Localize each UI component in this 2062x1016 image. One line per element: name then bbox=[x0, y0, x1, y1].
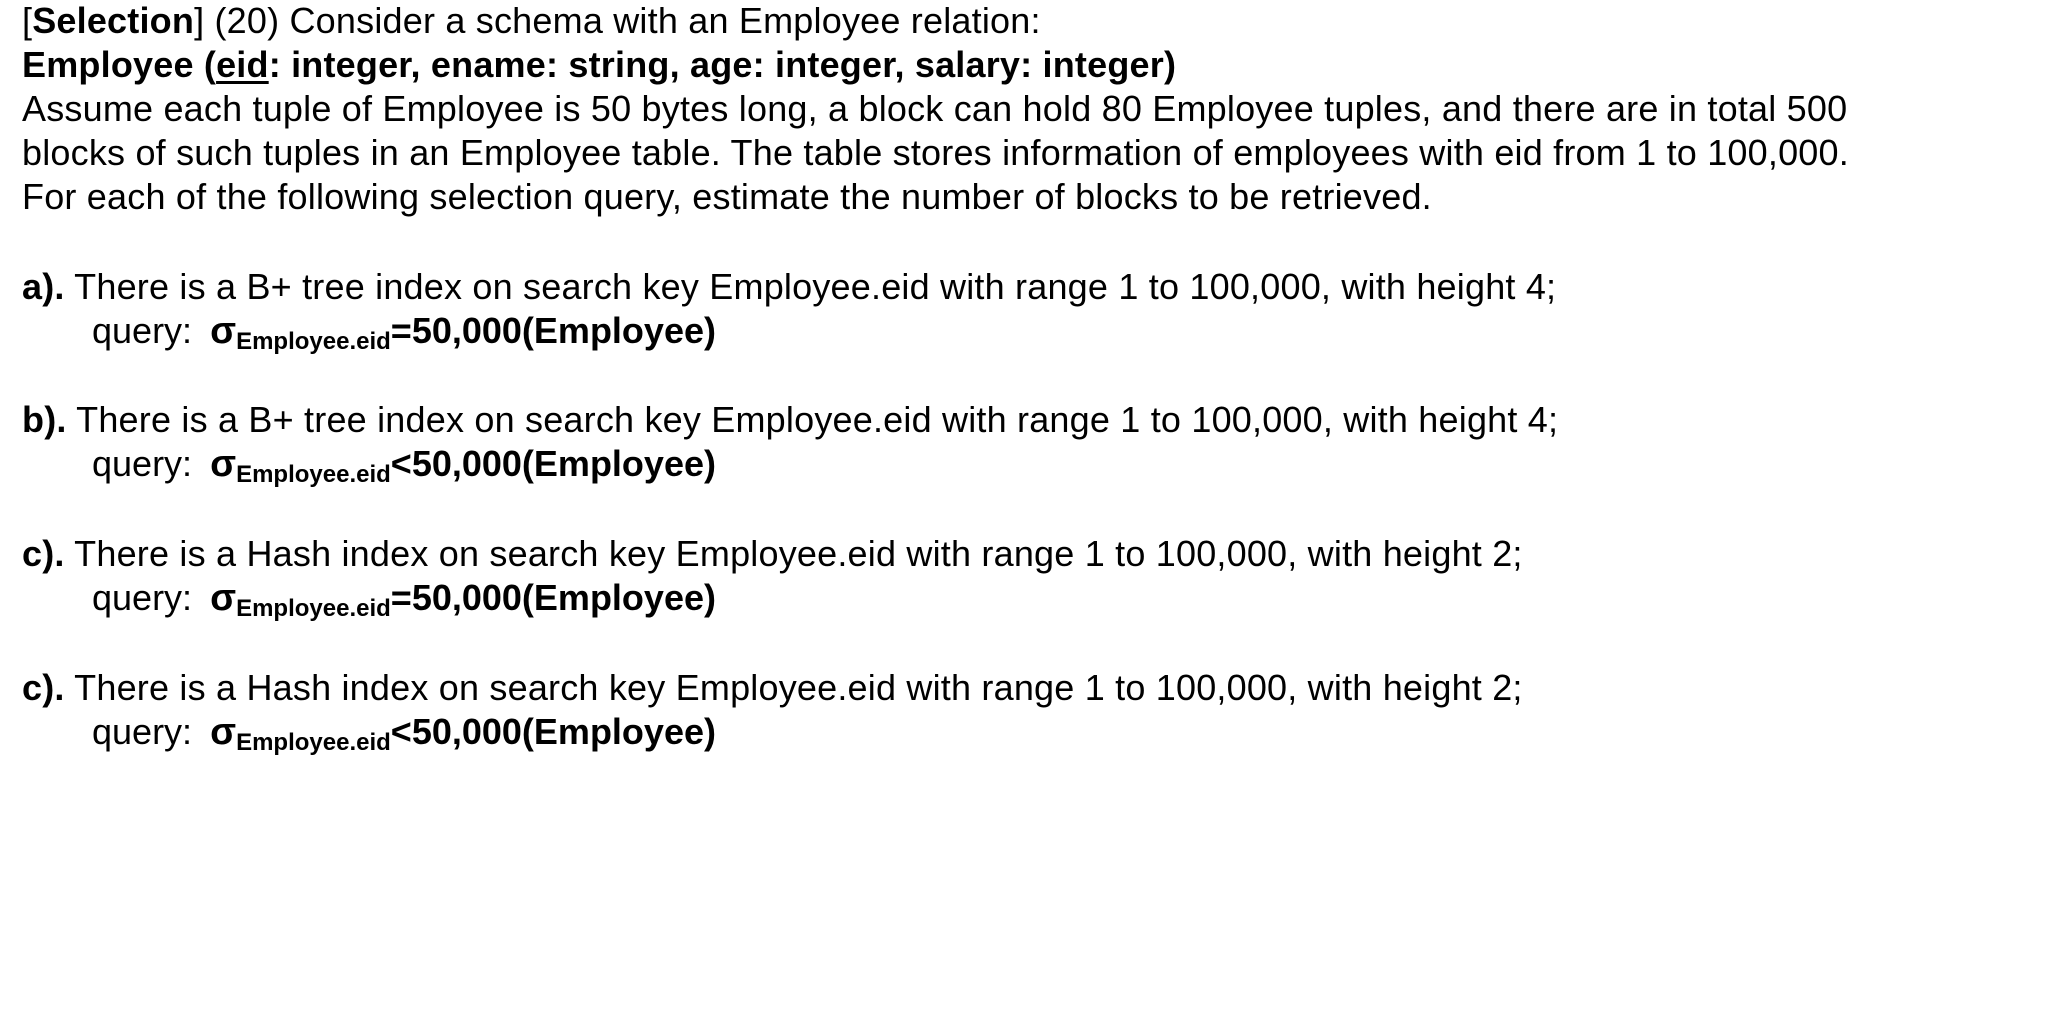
schema-prefix: Employee ( bbox=[22, 44, 217, 85]
header-tag: Selection bbox=[32, 0, 195, 41]
query-subscript: Employee.eid bbox=[236, 729, 391, 756]
question-a-query bbox=[92, 310, 716, 353]
question-d-text bbox=[22, 667, 1523, 709]
header-bracket-open: [ bbox=[22, 0, 33, 41]
query-subscript: Employee.eid bbox=[236, 595, 391, 622]
question-label: c). bbox=[22, 667, 65, 708]
query-prefix: query: bbox=[92, 443, 193, 484]
description-line: Assume each tuple of Employee is 50 bytes long, a block can hold 80 Employee tuples, and there are in total 500 bbox=[22, 88, 1848, 129]
question-b-query bbox=[92, 443, 716, 486]
question-a-text bbox=[22, 266, 1556, 308]
schema-line bbox=[22, 44, 1176, 86]
header-intro: (20) Consider a schema with an Employee relation: bbox=[204, 0, 1041, 41]
question-c-text bbox=[22, 533, 1523, 575]
query-prefix: query: bbox=[92, 577, 193, 618]
query-prefix: query: bbox=[92, 711, 193, 752]
question-body: There is a B+ tree index on search key Employee.eid with range 1 to 100,000, with height 4; bbox=[64, 266, 1557, 307]
schema-rest: : integer, ename: string, age: integer, salary: integer) bbox=[268, 44, 1177, 85]
header-bracket-close: ] bbox=[194, 0, 205, 41]
query-prefix: query: bbox=[92, 310, 193, 351]
question-header bbox=[22, 0, 1041, 42]
query-subscript: Employee.eid bbox=[236, 328, 391, 355]
description-line: For each of the following selection query, estimate the number of blocks to be retrieved. bbox=[22, 176, 1432, 217]
question-b-text bbox=[22, 399, 1558, 441]
question-body: There is a Hash index on search key Employee.eid with range 1 to 100,000, with height 2; bbox=[64, 533, 1523, 574]
query-condition: =50,000(Employee) bbox=[390, 310, 716, 351]
query-condition: <50,000(Employee) bbox=[390, 443, 716, 484]
question-label: b). bbox=[22, 399, 67, 440]
question-body: There is a Hash index on search key Employee.eid with range 1 to 100,000, with height 2; bbox=[64, 667, 1523, 708]
question-label: a). bbox=[22, 266, 65, 307]
query-condition: <50,000(Employee) bbox=[390, 711, 716, 752]
question-label: c). bbox=[22, 533, 65, 574]
sigma-symbol: σ bbox=[210, 310, 237, 352]
query-subscript: Employee.eid bbox=[236, 461, 391, 488]
sigma-symbol: σ bbox=[210, 443, 237, 485]
sigma-symbol: σ bbox=[210, 577, 237, 619]
question-d-query bbox=[92, 711, 716, 754]
schema-key: eid bbox=[216, 44, 269, 85]
question-c-query bbox=[92, 577, 716, 620]
sigma-symbol: σ bbox=[210, 711, 237, 753]
question-body: There is a B+ tree index on search key Employee.eid with range 1 to 100,000, with height 4; bbox=[66, 399, 1559, 440]
description-line: blocks of such tuples in an Employee table. The table stores information of employees with eid from 1 to 100,000. bbox=[22, 132, 1849, 173]
query-condition: =50,000(Employee) bbox=[390, 577, 716, 618]
